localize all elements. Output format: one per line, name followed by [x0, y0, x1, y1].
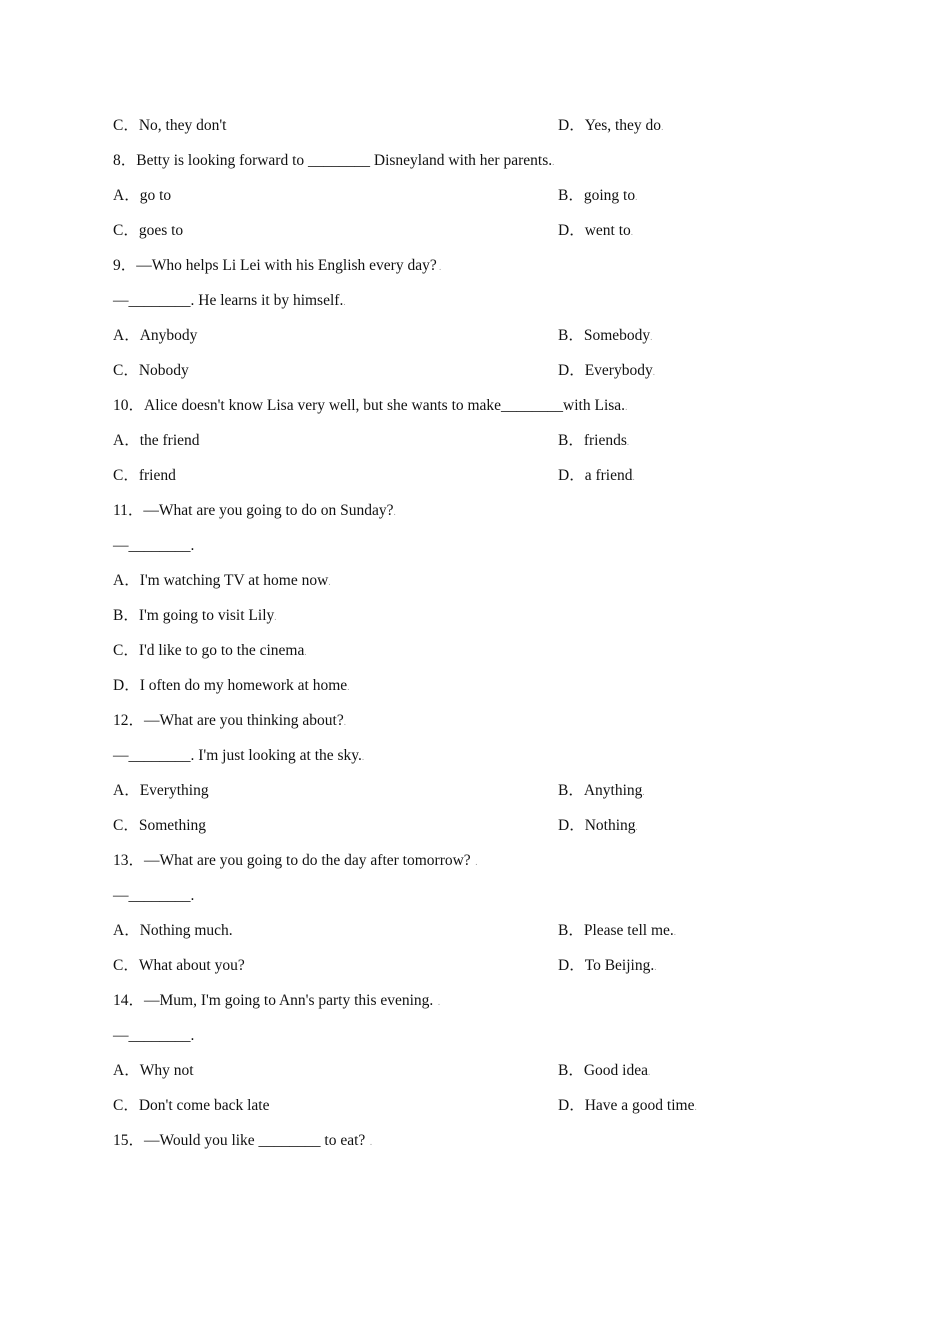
q9-options-row-2 — [113, 361, 655, 396]
q14-options-row-1 — [113, 1061, 651, 1096]
q11-option-d: D．I often do my homework at home. — [113, 677, 350, 694]
q10-stem: 10．Alice doesn't know Lisa very well, but she wants to make________with Lisa.. — [113, 397, 628, 414]
q13-option-d: D．To Beijing.. — [558, 957, 657, 974]
q14-option-d: D．Have a good time. — [558, 1097, 697, 1114]
q13-option-a: A．Nothing much. — [113, 922, 233, 939]
q9-stem: 9．—Who helps Li Lei with his English every day? . — [113, 257, 442, 274]
q13-answer-line: —________. — [113, 887, 195, 904]
q8-stem: 8．Betty is looking forward to ________ Disneyland with her parents.. — [113, 152, 555, 169]
q10-options-row-2 — [113, 466, 635, 501]
q7-options-row-2 — [113, 116, 664, 151]
q14-answer-line: —________. — [113, 1027, 195, 1044]
q12-option-a: A．Everything — [113, 782, 209, 799]
q12-stem: 12．—What are you thinking about?. — [113, 712, 346, 729]
q8-options-row-1 — [113, 186, 638, 221]
q10-option-a: A．the friend — [113, 432, 200, 449]
q8-option-c: C．goes to — [113, 222, 184, 239]
q10-options-row-1 — [113, 431, 630, 466]
q9-option-c: C．Nobody — [113, 362, 189, 379]
q12-option-d: D．Nothing. — [558, 817, 638, 834]
q8-option-d: D．went to. — [558, 222, 634, 239]
q11-stem: 11．—What are you going to do on Sunday?. — [113, 502, 396, 519]
q12-option-c: C．Something — [113, 817, 207, 834]
q13-options-row-2 — [113, 956, 657, 991]
q8-option-b: B．going to. — [558, 187, 638, 204]
q9-option-d: D．Everybody. — [558, 362, 655, 379]
q13-option-c: C．What about you? — [113, 957, 245, 974]
q11-option-c: C．I'd like to go to the cinema. — [113, 642, 307, 659]
q13-option-b: B．Please tell me.. — [558, 922, 677, 939]
q12-answer-line: —________. I'm just looking at the sky.. — [113, 747, 365, 764]
q7-option-d: D．Yes, they do. — [558, 117, 664, 134]
q10-option-c: C．friend — [113, 467, 176, 484]
q8-options-row-2 — [113, 221, 634, 256]
q8-option-a: A．go to — [113, 187, 172, 204]
q14-stem: 14．—Mum, I'm going to Ann's party this evening. . — [113, 992, 441, 1009]
q13-options-row-1 — [113, 921, 677, 956]
q11-answer-line: —________. — [113, 537, 195, 554]
q12-option-b: B．Anything. — [558, 782, 645, 799]
q9-answer-line: —________. He learns it by himself.. — [113, 292, 346, 309]
q9-options-row-1 — [113, 326, 653, 361]
q13-stem: 13．—What are you going to do the day after tomorrow? . — [113, 852, 478, 869]
q12-options-row-2 — [113, 816, 638, 851]
q11-option-a: A．I'm watching TV at home now. — [113, 572, 331, 589]
q11-option-b: B．I'm going to visit Lily. — [113, 607, 277, 624]
q14-option-b: B．Good idea. — [558, 1062, 651, 1079]
q14-options-row-2 — [113, 1096, 697, 1131]
q12-options-row-1 — [113, 781, 645, 816]
q9-option-b: B．Somebody. — [558, 327, 653, 344]
q14-option-c: C．Don't come back late — [113, 1097, 270, 1114]
q15-stem: 15．—Would you like ________ to eat? . — [113, 1132, 373, 1149]
q9-option-a: A．Anybody — [113, 327, 198, 344]
q10-option-d: D．a friend. — [558, 467, 635, 484]
q10-option-b: B．friends. — [558, 432, 630, 449]
q14-option-a: A．Why not — [113, 1062, 194, 1079]
q7-option-c: C．No, they don't — [113, 117, 227, 134]
